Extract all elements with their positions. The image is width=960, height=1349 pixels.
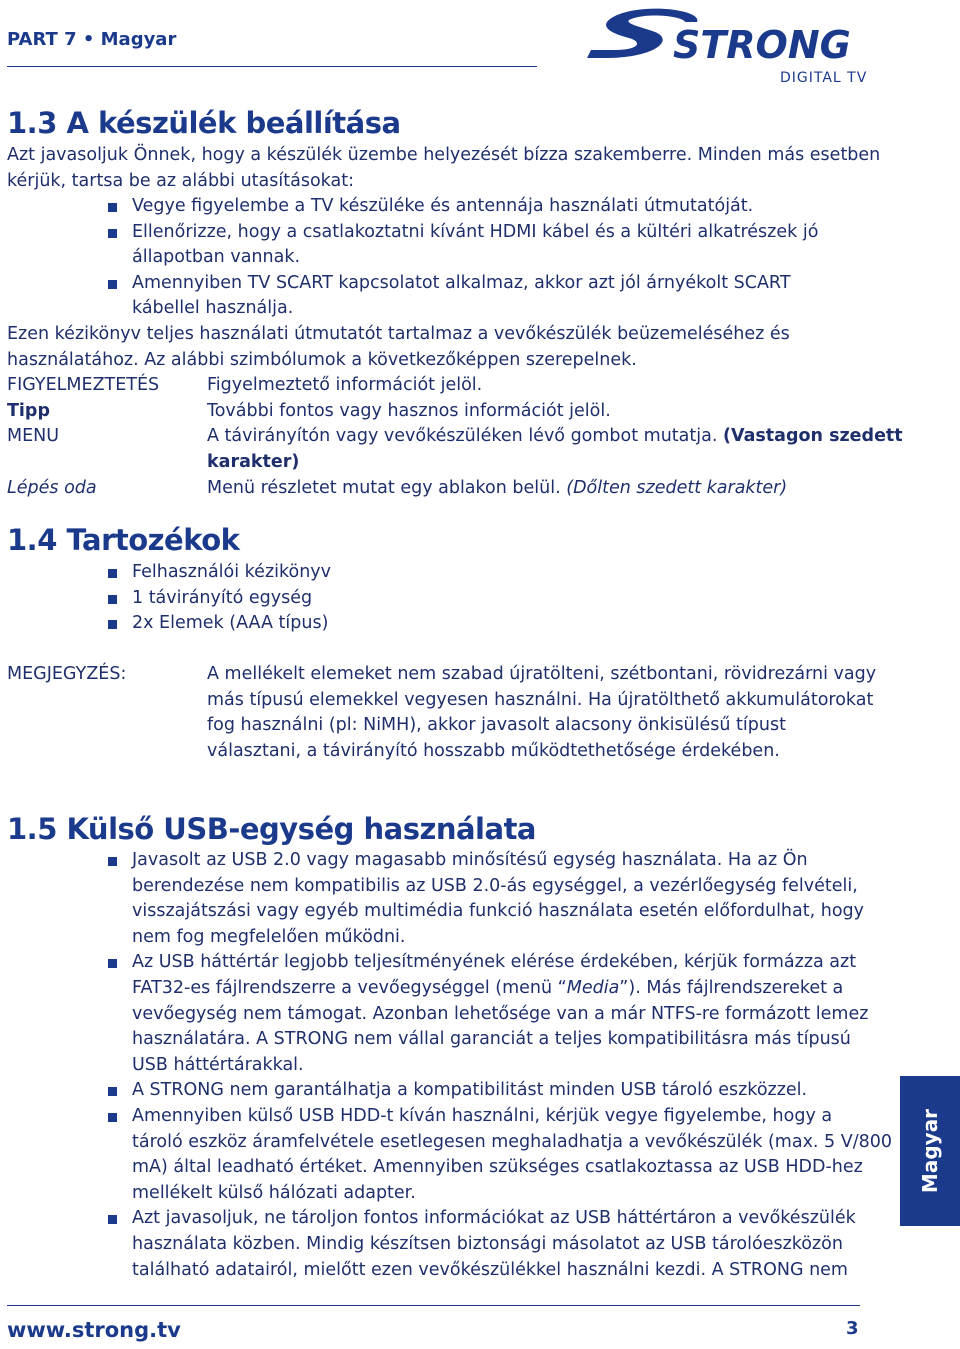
list-item-continuation: használatára. A STRONG nem vállal garanciát a teljes kompatibilitásra más típusú [132, 1029, 851, 1050]
list-item: Vegye figyelembe a TV készüléke és antennája használati útmutatóját. [107, 194, 818, 220]
footer-url: www.strong.tv [7, 1318, 181, 1342]
list-item: A STRONG nem garantálhatja a kompatibilitást minden USB tároló eszközzel. [107, 1078, 892, 1104]
list-item-continuation: tároló eszköz áramfelvétele esetlegesen meghaladhatja a vevőkészülék (max. 5 V/800 [132, 1131, 893, 1152]
symbol-value: A távirányítón vagy vevőkészüléken lévő gombot mutatja. (Vastagon szedett [207, 426, 903, 446]
section-1-3-bullets [107, 194, 818, 322]
footer-divider [7, 1305, 860, 1306]
list-item-continuation: kábellel használja. [132, 298, 294, 319]
list-item: Amennyiben külső USB HDD-t kíván használni, kérjük vegye figyelembe, hogy a [107, 1104, 892, 1130]
list-item-continuation: vevőegység nem támogat. Azonban lehetősége van a már NTFS-re formázott lemez [132, 1003, 869, 1024]
bullet-icon [108, 569, 117, 578]
section-1-3-outro [7, 322, 790, 373]
list-item-continuation: visszajátszási vagy egyéb multimédia funkció használata esetén előfordulhat, hogy [132, 901, 865, 922]
symbol-value: Figyelmeztető információt jelöl. [207, 375, 483, 395]
list-item-continuation: használata közben. Mindig készítsen biztonsági másolatot az USB tárolóeszközön [132, 1233, 843, 1254]
bullet-icon [108, 959, 117, 968]
list-item-continuation: USB háttértárakkal. [132, 1054, 304, 1075]
list-item: 2x Elemek (AAA típus) [107, 611, 331, 637]
symbol-note: karakter) [207, 452, 300, 472]
header-divider [7, 66, 537, 67]
intro-line: kérjük, tartsa be az alábbi utasításokat: [7, 170, 354, 191]
bullet-icon [108, 280, 117, 289]
list-item-continuation: nem fog megfelelően működni. [132, 926, 406, 947]
symbol-value: Menü részletet mutat egy ablakon belül. (Dőlten szedett karakter) [207, 478, 788, 498]
list-item-continuation: állapotban vannak. [132, 247, 301, 268]
symbol-value: További fontos vagy hasznos információt jelöl. [207, 401, 611, 421]
list-item: 1 távirányító egység [107, 586, 331, 612]
section-1-4-bullets [107, 560, 331, 637]
strong-logo-wordmark: STRONG [673, 23, 851, 67]
note-text: A mellékelt elemeket nem szabad újratölteni, szétbontani, rövidrezárni vagy más típusú elemekkel vegyesen használni. Ha újratölthető akkumulátorokat fog használni (pl: NiMH), akkor javasolt alacsony önkisülésű típust választani, a távirányító hosszabb működtethetősége érdekében. [207, 664, 877, 761]
symbol-key: MENU [7, 426, 60, 446]
bullet-icon [108, 1215, 117, 1224]
section-1-3-intro [7, 143, 880, 194]
bullet-icon [108, 595, 117, 604]
header-part-label: PART 7 • Magyar [7, 29, 177, 50]
list-item: Amennyiben TV SCART kapcsolatot alkalmaz, akkor azt jól árnyékolt SCART [107, 271, 818, 297]
list-item: Javasolt az USB 2.0 vagy magasabb minősítésű egység használata. Ha az Ön [107, 848, 892, 874]
symbol-key: FIGYELMEZTETÉS [7, 375, 160, 395]
bullet-icon [108, 1087, 117, 1096]
strong-logo [585, 8, 863, 68]
section-1-3-title: 1.3 A készülék beállítása [7, 106, 401, 140]
list-item-continuation: FAT32-es fájlrendszerre a vevőegységgel (menü “Media”). Más fájlrendszereket a [132, 977, 844, 998]
section-1-5-title: 1.5 Külső USB-egység használata [7, 812, 537, 846]
list-item-continuation: berendezése nem kompatibilis az USB 2.0-ás egységgel, a vezérlőegység felvételi, [132, 875, 858, 896]
logo-subtitle: DIGITAL TV [780, 70, 868, 86]
outro-line: használatához. Az alábbi szimbólumok a következőképpen szerepelnek. [7, 349, 637, 370]
symbol-key: Lépés oda [7, 478, 97, 498]
list-item: Ellenőrizze, hogy a csatlakoztatni kívánt HDMI kábel és a kültéri alkatrészek jó [107, 220, 818, 246]
bullet-icon [108, 203, 117, 212]
bullet-icon [108, 229, 117, 238]
list-item: Azt javasoljuk, ne tároljon fontos információkat az USB háttértáron a vevőkészülék [107, 1206, 892, 1232]
list-item-continuation: mellékelt külső hálózati adapter. [132, 1182, 416, 1203]
section-1-5-bullets [107, 848, 892, 1283]
list-item-continuation: mA) által leadható értéket. Amennyiben szükséges csatlakoztassa az USB HDD-hez [132, 1157, 863, 1178]
outro-line: Ezen kézikönyv teljes használati útmutatót tartalmaz a vevőkészülék beüzemeléséhez és [7, 324, 790, 344]
list-item-continuation: található adatairól, mielőtt ezen vevőkészülékkel használni kezdi. A STRONG nem [132, 1259, 848, 1280]
list-item: Az USB háttértár legjobb teljesítményének elérése érdekében, kérjük formázza azt [107, 950, 892, 976]
note-label: MEGJEGYZÉS: [7, 664, 127, 684]
page-number: 3 [846, 1318, 859, 1339]
intro-line: Azt javasoljuk Önnek, hogy a készülék üzembe helyezését bízza szakemberre. Minden más esetben [7, 145, 881, 165]
symbol-key: Tipp [7, 401, 50, 421]
bullet-icon [108, 1113, 117, 1122]
section-1-4-title: 1.4 Tartozékok [7, 523, 240, 557]
list-item: Felhasználói kézikönyv [107, 560, 331, 586]
bullet-icon [108, 857, 117, 866]
side-tab-label: Magyar [918, 1108, 942, 1194]
bullet-icon [108, 620, 117, 629]
language-side-tab [900, 1076, 960, 1226]
